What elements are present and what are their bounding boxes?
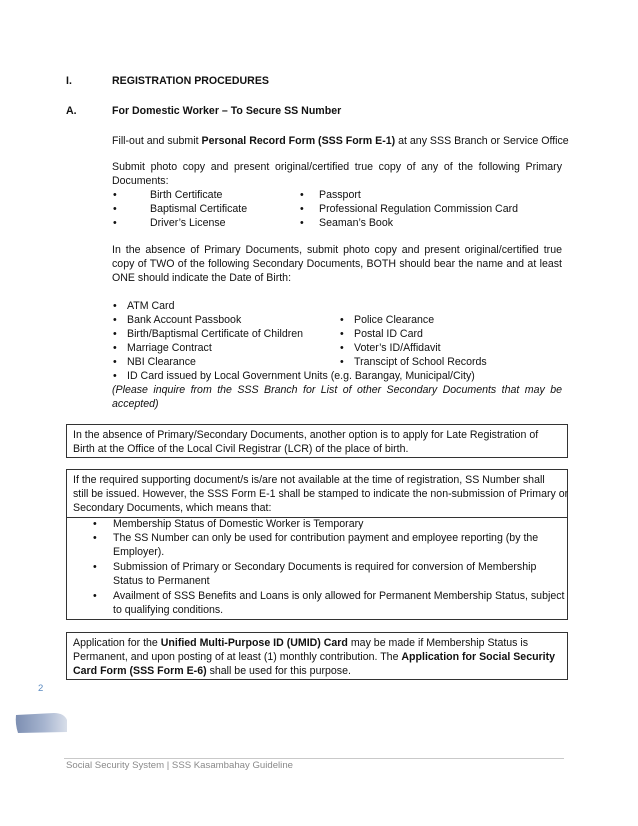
secondary-docs-intro: In the absence of Primary Documents, submit photo copy and present original/certified true (112, 244, 562, 256)
umid-line2 (73, 650, 555, 664)
bullet: • (113, 314, 117, 326)
para1-pre: Fill-out and submit (112, 135, 202, 147)
para1-form-name: Personal Record Form (SSS Form E-1) (201, 135, 396, 147)
submit-form-paragraph (112, 134, 569, 148)
list-item: Seaman’s Book (319, 217, 394, 229)
list-item: Availment of SSS Benefits and Loans is only allowed for Permanent Membership Status, subject (113, 590, 565, 602)
bullet: • (113, 370, 117, 382)
list-item-cont: Employer). (113, 546, 165, 558)
secondary-docs-intro-3: ONE should indicate the Date of Birth: (112, 272, 292, 284)
list-item: Baptismal Certificate (150, 203, 248, 215)
section-title: REGISTRATION PROCEDURES (112, 75, 269, 87)
list-item: Driver’s License (150, 217, 226, 229)
late-registration-box (66, 424, 568, 458)
bullet: • (93, 518, 97, 530)
non-submission-line2: still be issued. However, the SSS Form E-1 shall be stamped to indicate the non-submission of Primary or (73, 488, 569, 500)
para1-post: at any SSS Branch or Service Office (395, 135, 569, 147)
umid-l3-post: shall be used for this purpose. (206, 665, 351, 677)
bullet: • (340, 328, 344, 340)
section-number: I. (66, 75, 72, 87)
secondary-docs-note: (Please inquire from the SSS Branch for List of other Secondary Documents that may be (112, 384, 562, 396)
list-item: Bank Account Passbook (127, 314, 242, 326)
umid-l1-pre: Application for the (73, 637, 161, 649)
umid-l2-pre: Permanent, and upon posting of at least (1) monthly contribution. The (73, 651, 402, 663)
bullet: • (113, 328, 117, 340)
late-registration-line2: Birth at the Office of the Local Civil Registrar (LCR) of the place of birth. (73, 443, 409, 455)
list-item-cont: to qualifying conditions. (113, 604, 224, 616)
list-item: Passport (319, 189, 361, 201)
list-item: The SS Number can only be used for contribution payment and employee reporting (by the (113, 532, 539, 544)
umid-card-name: Unified Multi-Purpose ID (UMID) Card (160, 637, 348, 649)
subsection-title: For Domestic Worker – To Secure SS Number (112, 105, 342, 117)
list-item: Postal ID Card (354, 328, 423, 340)
secondary-docs-intro-2: copy of TWO of the following Secondary Documents, BOTH should bear the name and at least (112, 258, 562, 270)
bullet: • (300, 189, 304, 201)
subsection-letter: A. (66, 105, 77, 117)
late-registration-line1: In the absence of Primary/Secondary Documents, another option is to apply for Late Registration of (73, 429, 539, 441)
bullet: • (113, 342, 117, 354)
bullet: • (113, 356, 117, 368)
bullet: • (340, 314, 344, 326)
bullet: • (93, 590, 97, 602)
umid-line1 (73, 636, 528, 650)
list-item: ATM Card (127, 300, 175, 312)
list-item-cont: Status to Permanent (113, 575, 210, 587)
bullet: • (113, 217, 117, 229)
primary-docs-intro: Submit photo copy and present original/certified true copy of any of the following Primary (112, 161, 562, 173)
footer-text: Social Security System | SSS Kasambahay Guideline (66, 760, 293, 771)
non-submission-line1: If the required supporting document/s is/are not available at the time of registration, SS Number shall (73, 474, 545, 486)
list-item: Birth Certificate (150, 189, 223, 201)
list-item: Transcipt of School Records (354, 356, 487, 368)
umid-application-name: Application for Social Security (401, 651, 556, 663)
bullet: • (113, 203, 117, 215)
bullet: • (113, 300, 117, 312)
list-item: Birth/Baptismal Certificate of Children (127, 328, 304, 340)
umid-line3 (73, 664, 351, 678)
bullet: • (300, 203, 304, 215)
list-item: Submission of Primary or Secondary Documents is required for conversion of Membership (113, 561, 537, 573)
bullet: • (93, 532, 97, 544)
bullet: • (340, 342, 344, 354)
umid-form-name: Card Form (SSS Form E-6) (73, 665, 207, 677)
list-item: ID Card issued by Local Government Units (e.g. Barangay, Municipal/City) (127, 370, 475, 382)
footer-rule (64, 758, 564, 759)
bullet: • (93, 561, 97, 573)
umid-box (66, 632, 568, 680)
list-item: Voter’s ID/Affidavit (354, 342, 441, 354)
umid-l1-post: may be made if Membership Status is (347, 637, 529, 649)
page-tab-decoration (14, 712, 68, 734)
list-item: Police Clearance (354, 314, 435, 326)
list-item: Marriage Contract (127, 342, 212, 354)
bullet: • (340, 356, 344, 368)
list-item: NBI Clearance (127, 356, 196, 368)
primary-docs-intro-cont: Documents: (112, 175, 169, 187)
non-submission-line3: Secondary Documents, which means that: (73, 502, 272, 514)
non-submission-consequences-box (66, 517, 568, 620)
bullet: • (300, 217, 304, 229)
list-item: Professional Regulation Commission Card (319, 203, 519, 215)
bullet: • (113, 189, 117, 201)
secondary-docs-note-cont: accepted) (112, 398, 159, 410)
list-item: Membership Status of Domestic Worker is Temporary (113, 518, 364, 530)
page-number: 2 (38, 683, 44, 694)
non-submission-box (66, 469, 568, 518)
